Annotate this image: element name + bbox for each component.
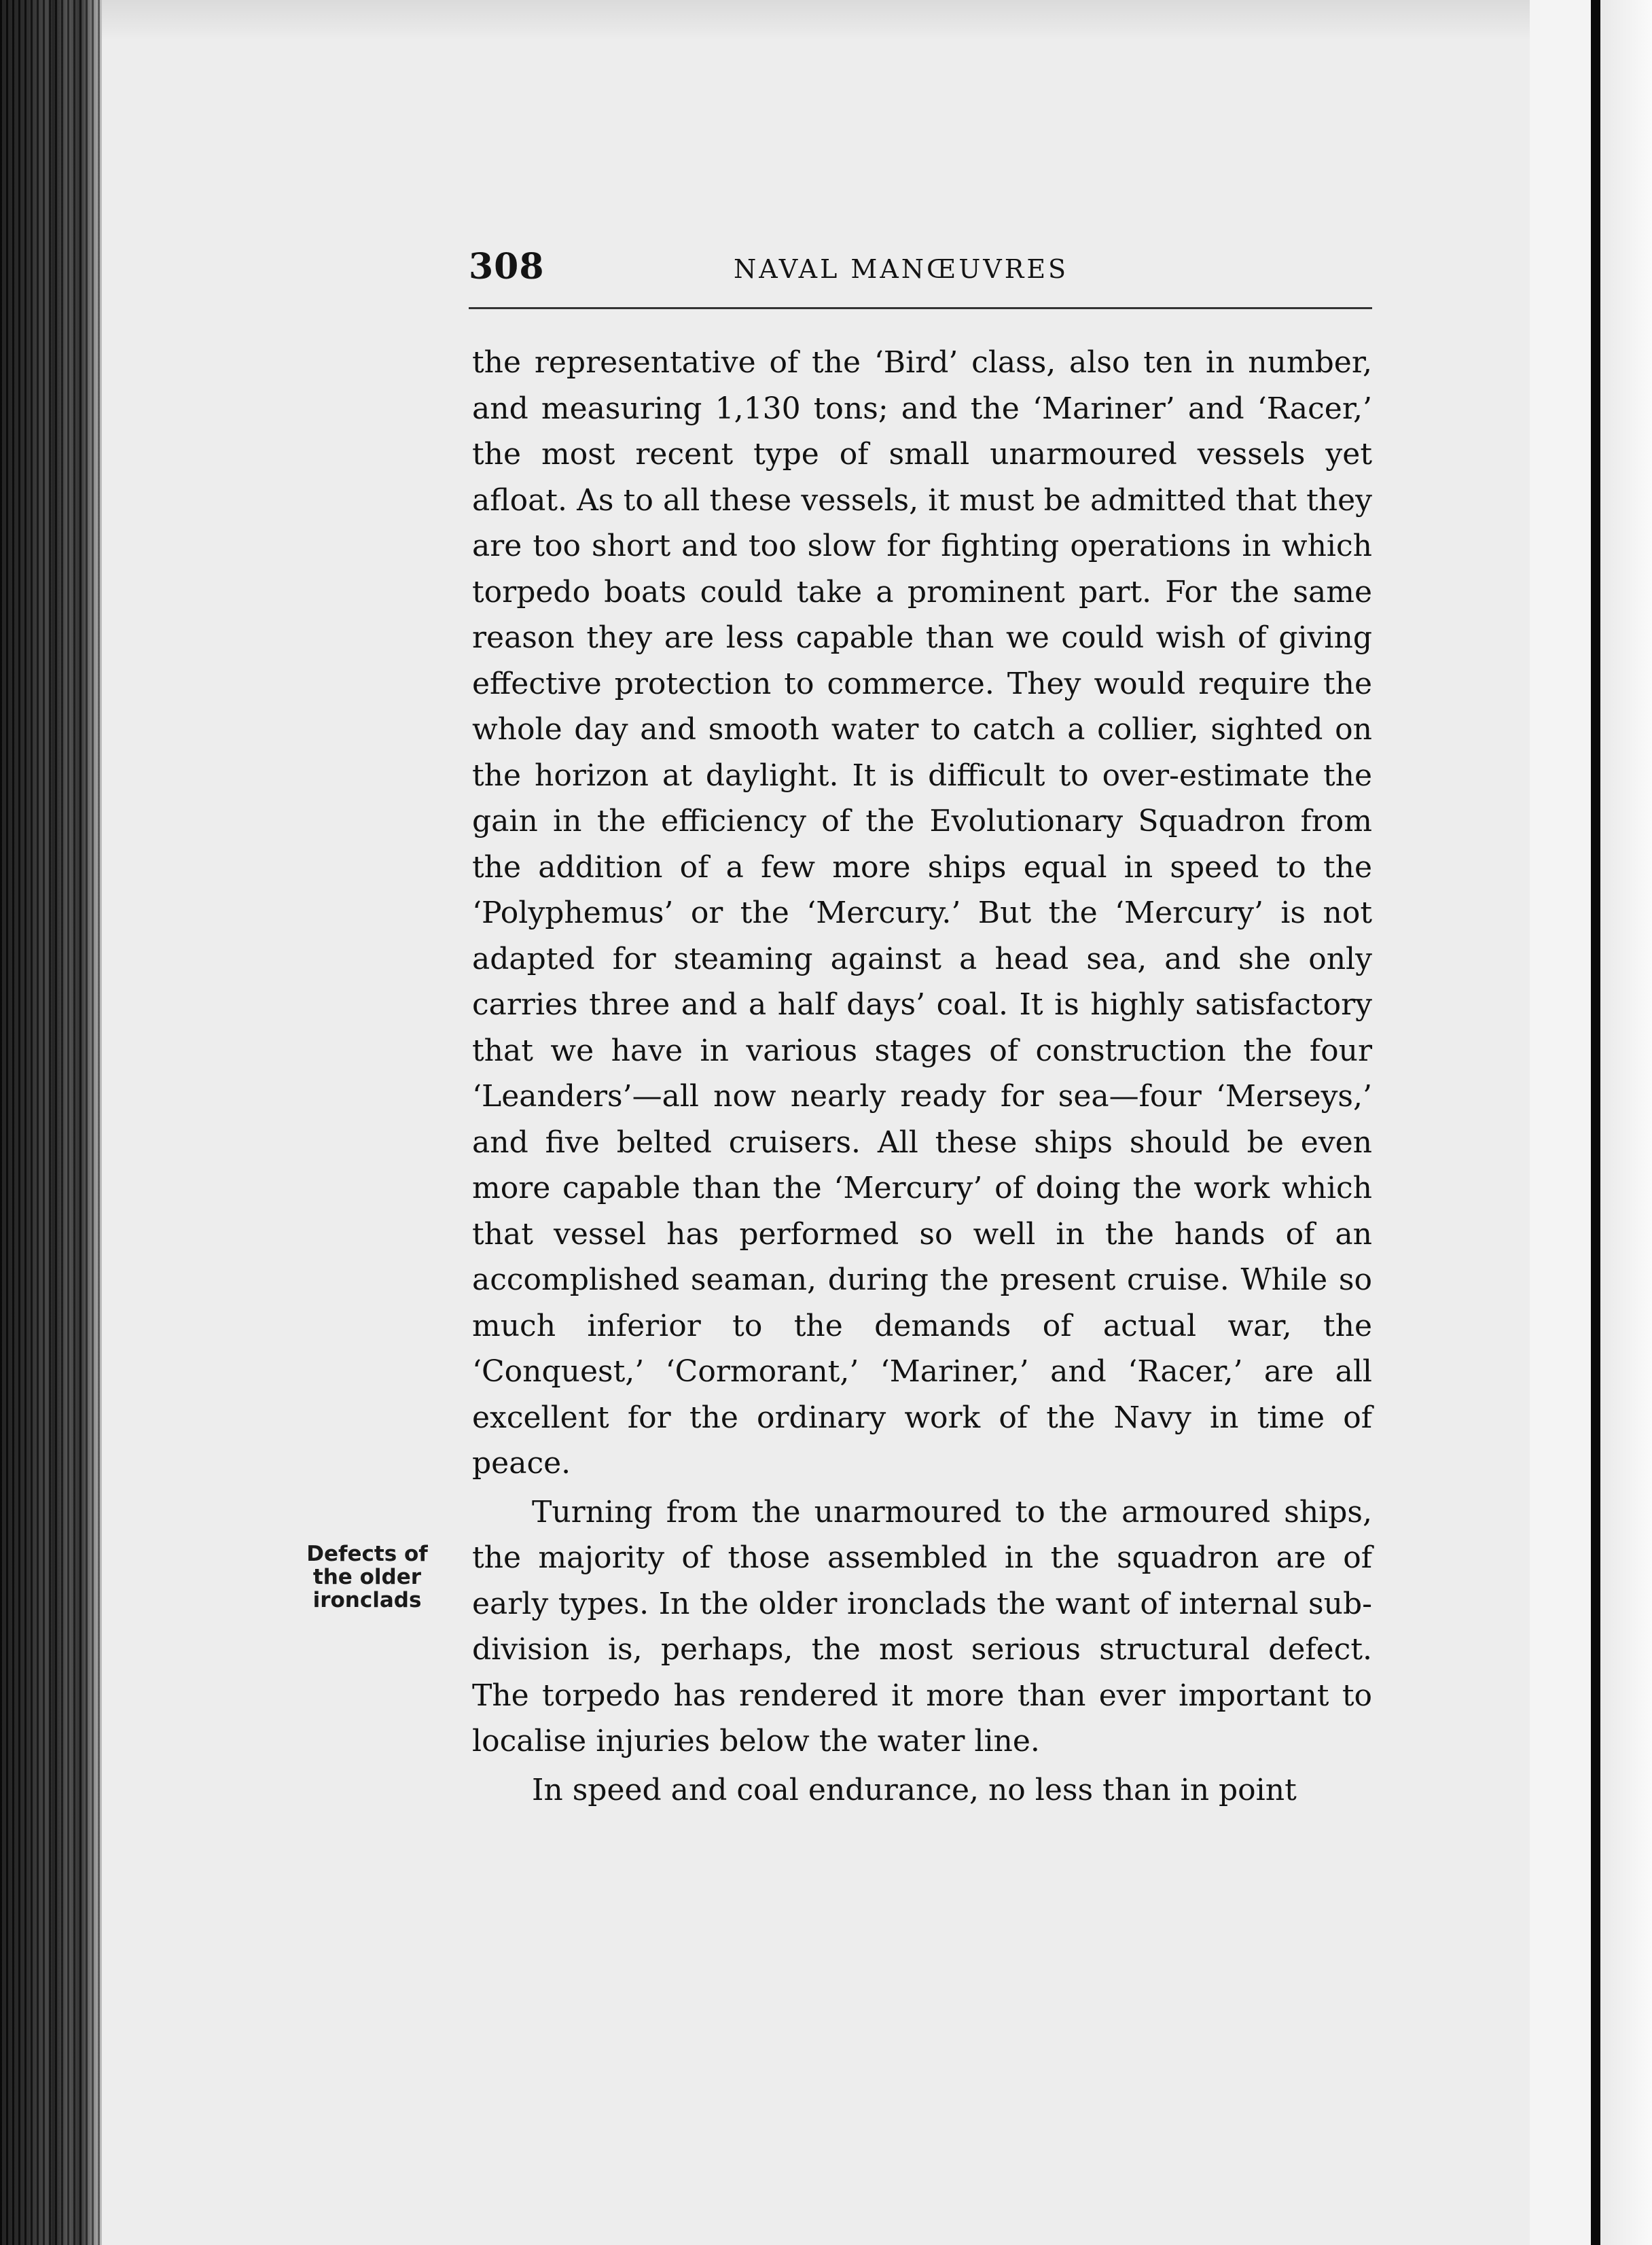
top-shadow — [102, 0, 1530, 41]
body-text — [472, 340, 1372, 1813]
gutter-shadow — [1591, 0, 1600, 2245]
book-binding-edge — [0, 0, 102, 2245]
running-title: NAVAL MANŒUVRES — [734, 254, 1069, 284]
facing-page — [1600, 0, 1652, 2245]
marginal-note-line: the older — [312, 1565, 422, 1589]
marginal-note — [304, 1542, 430, 1612]
paragraph-speed-coal: In speed and coal endurance, no less than in point — [532, 1772, 1297, 1807]
paragraph-armoured-ships: Turning from the unarmoured to the armoured ships, the majority of those assembled in the squadron are of early types. In the older ironclads the want of internal sub-division is, perhaps, the most serious structural defect. The torpedo has rendered it more than ever important to localise injuries below the water line. — [472, 1494, 1372, 1758]
marginal-note-line: ironclads — [312, 1588, 422, 1612]
facing-page-edge — [1530, 0, 1652, 2245]
running-head — [469, 246, 1372, 294]
marginal-note-line: Defects of — [306, 1542, 428, 1566]
paragraph-continued: the representative of the ‘Bird’ class, also ten in number, and measuring 1,130 tons; and the ‘Mariner’ and ‘Racer,’ the most recent type of small unarmoured vessels yet afloat. As to all these vessels, it must be admitted that they are too short and too slow for fighting operations in which torpedo boats could take a prominent part. For the same reason they are less capable than we could wish of giving effective protection to commerce. They would require the whole day and smooth water to catch a collier, sighted on the horizon at daylight. It is difficult to over-estimate the gain in the efficiency of the Evolutionary Squadron from the addition of a few more ships equal in speed to the ‘Polyphemus’ or the ‘Mercury.’ But the ‘Mercury’ is not adapted for steaming against a head sea, and she only carries three and a half days’ coal. It is highly satisfactory that we have in various stages of construction the four ‘Leanders’—all now nearly ready for sea—four ‘Merseys,’ and five belted cruisers. All these ships should be even more capable than the ‘Mercury’ of doing the work which that vessel has performed so well in the hands of an accomplished seaman, during the present cruise. While so much inferior to the demands of actual war, the ‘Conquest,’ ‘Cormorant,’ ‘Mariner,’ and ‘Racer,’ are all excellent for the ordinary work of the Navy in time of peace. — [472, 345, 1372, 1481]
binding-page-edges — [0, 0, 102, 2245]
header-rule — [469, 307, 1372, 309]
page-number: 308 — [469, 246, 545, 287]
